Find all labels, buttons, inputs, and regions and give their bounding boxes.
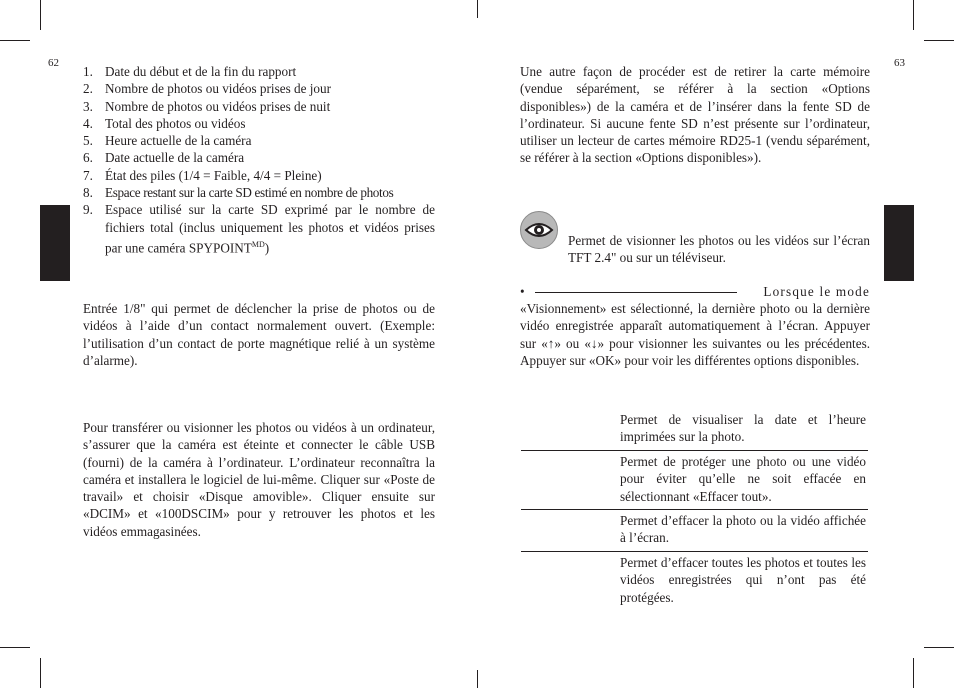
section-tab-left bbox=[40, 205, 70, 281]
section-tab-right bbox=[884, 205, 914, 281]
crop-mark bbox=[913, 658, 914, 688]
crop-mark bbox=[924, 647, 954, 648]
option-date-time-description: Permet de visualiser la date et l’heure imprimées sur la photo. bbox=[620, 412, 866, 445]
bullet-lead-line: • Lorsque le mode bbox=[520, 284, 870, 299]
table-divider bbox=[521, 551, 868, 552]
crop-mark bbox=[0, 40, 30, 41]
option-delete-description: Permet d’effacer la photo ou la vidéo affichée à l’écran. bbox=[620, 513, 866, 546]
crop-mark bbox=[477, 0, 478, 18]
table-divider bbox=[521, 450, 868, 451]
report-items-list bbox=[83, 63, 435, 257]
list-item: 9. Espace utilisé sur la carte SD exprimé par le nombre de fichiers total (inclus uniquement les photos et vidéos prises par une caméra $SPYPOINT^{MD}$) bbox=[83, 202, 435, 256]
bullet: • bbox=[520, 284, 525, 299]
eye-icon bbox=[520, 211, 558, 249]
playback-paragraph: «Visionnement» est sélectionné, la dernière photo ou la dernière vidéo enregistrée apparaît automatiquement à l’écran. Appuyer sur «↑» ou «↓» pour visionner les suivantes ou les précédentes. Appuyer sur «OK» pour voir les différentes options disponibles. bbox=[520, 301, 870, 368]
viewing-mode-description: Permet de visionner les photos ou les vidéos sur l’écran TFT 2.4" ou sur un téléviseur. bbox=[568, 233, 870, 266]
list-item: 7. État des piles (1/4 = Faible, 4/4 = Pleine) bbox=[83, 167, 322, 183]
page-number-right: 63 bbox=[894, 57, 905, 69]
crop-mark bbox=[924, 40, 954, 41]
list-item: 6. Date actuelle de la caméra bbox=[83, 150, 245, 166]
option-protect-description: Permet de protéger une photo ou une vidéo pour éviter qu’elle ne soit effacée en sélectionnant «Effacer tout». bbox=[620, 454, 866, 504]
usb-transfer-paragraph: Pour transférer ou visionner les photos ou vidéos à un ordinateur, s’assurer que la caméra est éteinte et connecter le câble USB (fourni) de la caméra à l’ordinateur. L’ordinateur reconnaîtra la caméra et installera le logiciel de lui-même. Cliquer sur «Poste de travail» et choisir «Disque amovible». Cliquer ensuite sur «DCIM» et «100DSCIM» pour y retrouver les photos et les vidéos emmagasinées. bbox=[83, 420, 435, 539]
page-number-left: 62 bbox=[48, 57, 59, 69]
trigger-input-paragraph: Entrée 1/8" qui permet de déclencher la prise de photos ou de vidéos à l’aide d’un contact normalement ouvert. (Exemple: l’utilisation d’un contact de porte magnétique relié à un système d’alarme). bbox=[83, 301, 435, 368]
crop-mark bbox=[913, 0, 914, 30]
underline-blank bbox=[535, 292, 737, 293]
crop-mark bbox=[0, 647, 30, 648]
memory-card-paragraph: Une autre façon de procéder est de retirer la carte mémoire (vendue séparément, se référer à la section «Options disponibles») de la caméra et de l’insérer dans la fente SD de l’ordinateur. Si aucune fente SD n’est présente sur l’ordinateur, utiliser un lecteur de cartes mémoire RD25-1 (vendu séparément, se référer à la section «Options disponibles»). bbox=[520, 64, 870, 166]
list-item: 5. Heure actuelle de la caméra bbox=[83, 133, 252, 149]
crop-mark bbox=[40, 0, 41, 30]
list-item: 8. Espace restant sur la carte SD estimé en nombre de photos bbox=[83, 185, 394, 201]
option-delete-all-description: Permet d’effacer toutes les photos et toutes les vidéos enregistrées qui n’ont pas été protégées. bbox=[620, 555, 866, 605]
crop-mark bbox=[40, 658, 41, 688]
table-divider bbox=[521, 509, 868, 510]
list-item: 1. Date du début et de la fin du rapport bbox=[83, 64, 297, 79]
list-item: 3. Nombre de photos ou vidéos prises de nuit bbox=[83, 98, 331, 114]
list-item: 4. Total des photos ou vidéos bbox=[83, 115, 246, 131]
list-item: 2. Nombre de photos ou vidéos prises de jour bbox=[83, 81, 331, 97]
crop-mark bbox=[477, 670, 478, 688]
